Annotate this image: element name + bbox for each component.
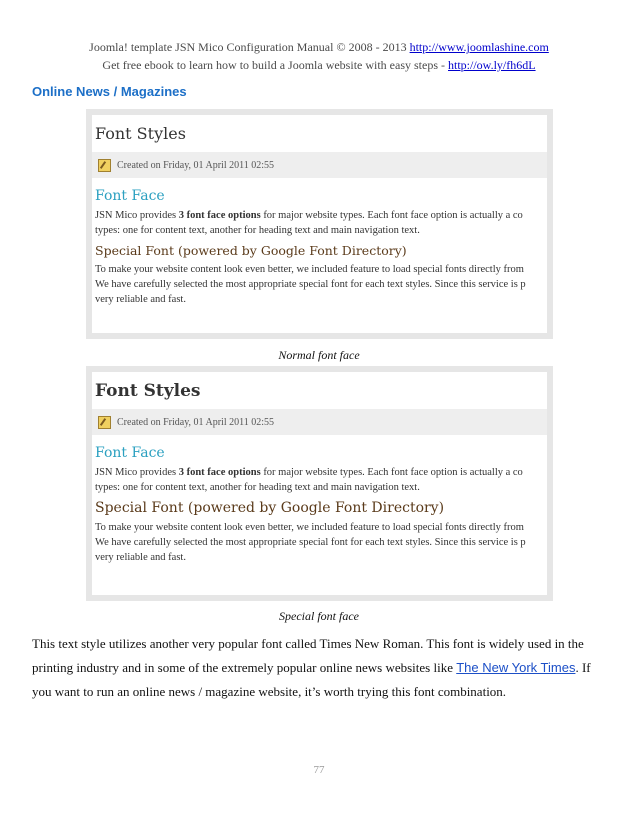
para-text: JSN Mico provides: [95, 210, 179, 221]
joomlashine-link[interactable]: http://www.joomlashine.com: [409, 40, 549, 54]
para-text: for major website types. Each font face option is actually a co: [260, 210, 523, 221]
screenshot-normal-font: [86, 109, 553, 339]
article-meta: [92, 409, 547, 435]
screenshot-special-font: [86, 366, 553, 601]
special-font-heading: Special Font (powered by Google Font Directory): [95, 243, 407, 258]
para-bold: 3 font face options: [178, 210, 261, 221]
created-date: Created on Friday, 01 April 2011 02:55: [117, 416, 275, 428]
page-number: 77: [313, 764, 325, 776]
para-text: types: one for content text, another for heading text and main navigation text.: [95, 225, 420, 236]
article-meta: [92, 152, 547, 178]
header-line-1: [0, 40, 638, 55]
para-text: for major website types. Each font face option is actually a co: [260, 467, 523, 478]
special-font-paragraph: [92, 258, 547, 307]
special-font-heading: Special Font (powered by Google Font Directory): [95, 500, 445, 516]
edit-icon: [98, 416, 111, 429]
edit-icon: [98, 159, 111, 172]
screenshot-title: Font Styles: [95, 124, 186, 143]
para-text: very reliable and fast.: [95, 552, 186, 563]
created-date: Created on Friday, 01 April 2011 02:55: [117, 159, 275, 171]
screenshot-title: Font Styles: [95, 381, 201, 401]
font-face-paragraph: [92, 461, 547, 495]
para-text: To make your website content look even better, we included feature to load special fonts directly from: [95, 264, 524, 275]
special-font-paragraph: [92, 516, 547, 565]
para-bold: 3 font face options: [178, 467, 261, 478]
body-text-part1: This text style utilizes another very popular font called Times New Roman. This font is widely used in the printing industry and in some of the extremely popular online news websites like: [32, 636, 584, 675]
header-line-2-text: Get free ebook to learn how to build a Joomla website with easy steps -: [102, 58, 446, 72]
header-line-1-text: Joomla! template JSN Mico Configuration Manual © 2008 - 2013: [89, 40, 407, 54]
para-text: very reliable and fast.: [95, 294, 186, 305]
caption-normal-font: Normal font face: [278, 348, 360, 362]
header-line-2: [0, 58, 638, 73]
ebook-link[interactable]: http://ow.ly/fh6dL: [448, 58, 536, 72]
para-text: We have carefully selected the most appropriate special font for each text styles. Since this service is p: [95, 279, 526, 290]
font-face-heading: Font Face: [95, 188, 165, 204]
para-text: types: one for content text, another for heading text and main navigation text.: [95, 482, 420, 493]
body-paragraph: [32, 632, 612, 704]
caption-special-font: Special font face: [279, 609, 359, 623]
body-text-part2: . If you want to run an online news / magazine website, it’s worth trying this font combination.: [32, 660, 591, 699]
font-face-paragraph: [92, 204, 547, 238]
section-title: Online News / Magazines: [32, 84, 187, 99]
para-text: To make your website content look even better, we included feature to load special fonts directly from: [95, 522, 524, 533]
para-text: We have carefully selected the most appropriate special font for each text styles. Since this service is p: [95, 537, 526, 548]
para-text: JSN Mico provides: [95, 467, 179, 478]
font-face-heading: Font Face: [95, 445, 165, 461]
nytimes-link[interactable]: The New York Times: [456, 660, 576, 675]
